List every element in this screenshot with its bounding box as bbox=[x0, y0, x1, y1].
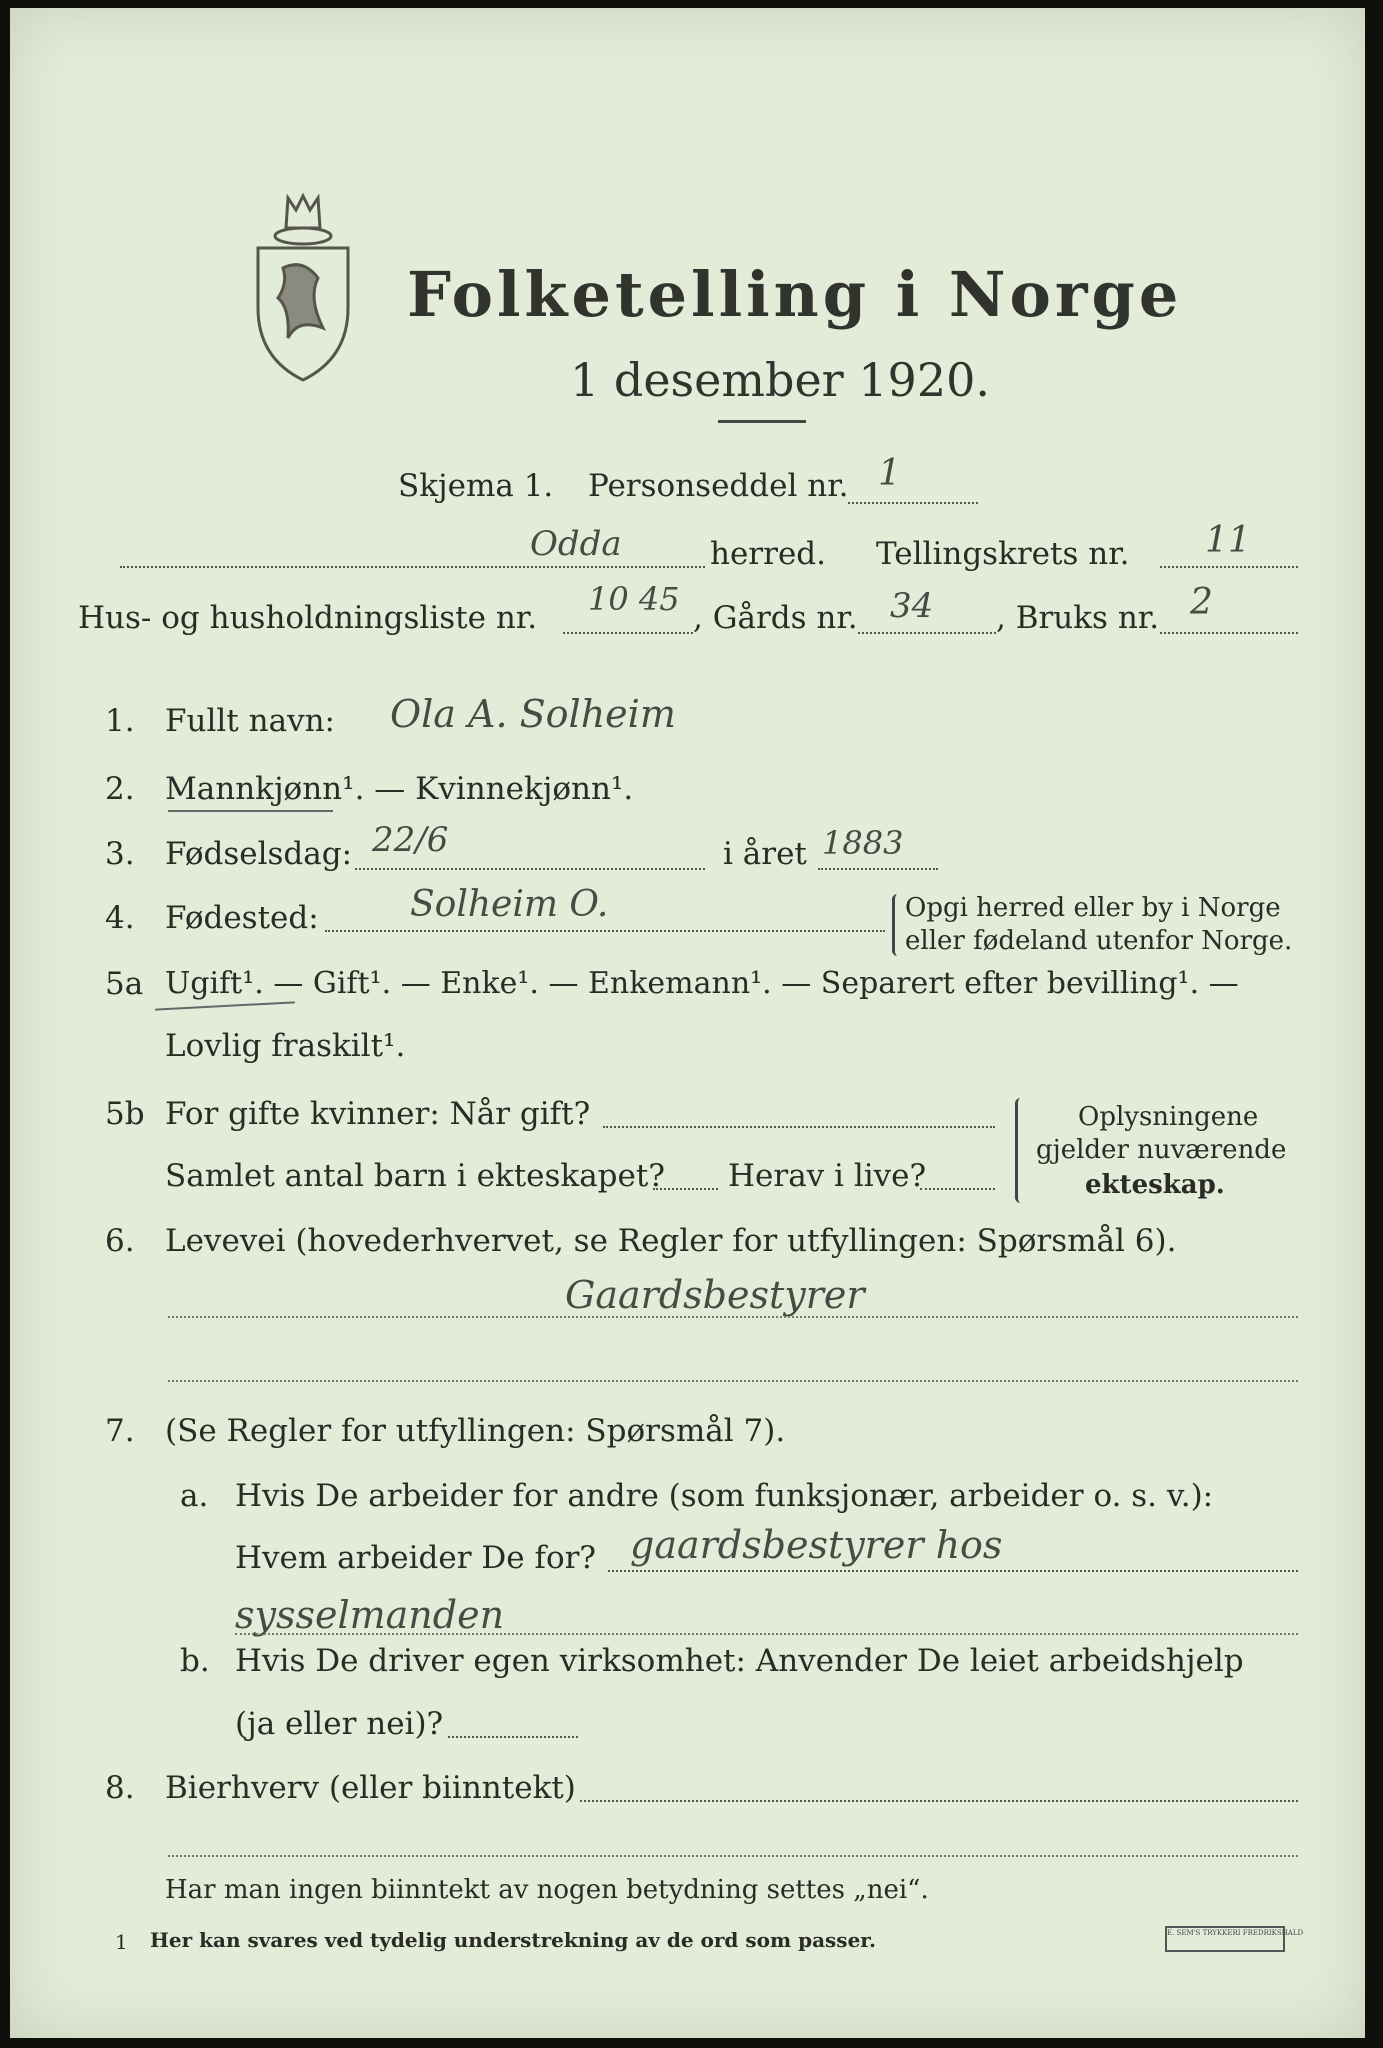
marriage-note-3: ekteskap. bbox=[1085, 1170, 1225, 1200]
tellingskrets-label: Tellingskrets nr. bbox=[876, 536, 1130, 572]
birthplace-line bbox=[325, 930, 885, 932]
husliste-label: Hus- og husholdningsliste nr. bbox=[78, 600, 538, 636]
marriage-note-brace bbox=[1015, 1098, 1026, 1203]
q7b-letter: b. bbox=[180, 1643, 210, 1679]
gards-value[interactable]: 34 bbox=[890, 586, 934, 626]
footnote-number: 1 bbox=[115, 1930, 128, 1954]
q5b-number: 5b bbox=[105, 1096, 145, 1132]
bruks-value[interactable]: 2 bbox=[1190, 582, 1213, 623]
husliste-value[interactable]: 10 45 bbox=[588, 580, 680, 618]
side-income-line bbox=[580, 1800, 1298, 1802]
q7b-line1: Hvis De driver egen virksomhet: Anvender De leiet arbeidshjelp bbox=[235, 1643, 1244, 1679]
hired-help-label: (ja eller nei)? bbox=[235, 1706, 444, 1742]
employer-label: Hvem arbeider De for? bbox=[235, 1540, 597, 1576]
birthplace-value[interactable]: Solheim O. bbox=[410, 884, 609, 925]
q4-number: 4. bbox=[105, 900, 135, 936]
q1-label: Fullt navn: bbox=[165, 703, 335, 739]
tellingskrets-line bbox=[1160, 566, 1298, 568]
q7-label: (Se Regler for utfyllingen: Spørsmål 7). bbox=[165, 1413, 786, 1449]
gards-label: , Gårds nr. bbox=[693, 600, 858, 636]
marriage-note-1: Oplysningene bbox=[1078, 1102, 1259, 1132]
census-date: 1 desember 1920. bbox=[570, 353, 990, 407]
q4-label: Fødested: bbox=[165, 900, 319, 936]
printer-stamp bbox=[1165, 1926, 1304, 1952]
side-income-label: Bierhverv (eller biinntekt) bbox=[165, 1770, 576, 1806]
q7a-letter: a. bbox=[180, 1478, 209, 1514]
husliste-line bbox=[563, 632, 693, 634]
children-alive-label: Herav i live? bbox=[728, 1158, 927, 1194]
employer-line-2 bbox=[235, 1633, 1298, 1635]
q3-label: Fødselsdag: bbox=[165, 836, 353, 872]
title-divider bbox=[718, 420, 806, 423]
employer-value-2[interactable]: sysselmanden bbox=[235, 1593, 505, 1637]
marital-underline bbox=[155, 1001, 295, 1010]
personseddel-value[interactable]: 1 bbox=[878, 453, 901, 494]
printer-stamp-text: E. SEM'S TRYKKERI FREDRIKSHALD bbox=[1167, 1929, 1304, 1937]
gards-line bbox=[858, 632, 996, 634]
birthday-value[interactable]: 22/6 bbox=[372, 820, 449, 860]
bruks-label: , Bruks nr. bbox=[996, 600, 1160, 636]
children-line bbox=[653, 1188, 718, 1190]
q8-number: 8. bbox=[105, 1770, 135, 1806]
married-when-label: For gifte kvinner: Når gift? bbox=[165, 1096, 591, 1132]
q1-number: 1. bbox=[105, 703, 135, 739]
children-alive-line bbox=[920, 1188, 995, 1190]
coat-of-arms-icon bbox=[248, 188, 358, 388]
footnote-text: Her kan svares ved tydelig understrekning av de ord som passer. bbox=[150, 1928, 876, 1952]
birthplace-note-1: Opgi herred eller by i Norge bbox=[905, 893, 1281, 923]
q2-number: 2. bbox=[105, 771, 135, 807]
occupation-line-2 bbox=[168, 1380, 1298, 1382]
birth-year-line bbox=[818, 868, 938, 870]
census-form bbox=[10, 8, 1365, 2038]
herred-value[interactable]: Odda bbox=[530, 524, 622, 564]
hired-help-line bbox=[448, 1736, 578, 1738]
q6-number: 6. bbox=[105, 1223, 135, 1259]
personseddel-label: Personseddel nr. bbox=[588, 468, 849, 504]
marital-status-options-2[interactable]: Lovlig fraskilt¹. bbox=[165, 1028, 406, 1064]
q5a-number: 5a bbox=[105, 966, 144, 1002]
married-when-line bbox=[603, 1126, 995, 1128]
tellingskrets-value[interactable]: 11 bbox=[1205, 520, 1251, 561]
marriage-note-2: gjelder nuværende bbox=[1036, 1135, 1287, 1165]
no-income-note: Har man ingen biinntekt av nogen betydning settes „nei“. bbox=[165, 1875, 929, 1905]
herred-line bbox=[120, 566, 705, 568]
children-label: Samlet antal barn i ekteskapet? bbox=[165, 1158, 665, 1194]
birth-year-label: i året bbox=[723, 836, 807, 872]
employer-line bbox=[608, 1570, 1298, 1572]
gender-underline bbox=[168, 810, 333, 812]
birth-year-value[interactable]: 1883 bbox=[822, 824, 904, 862]
employer-value-1[interactable]: gaardsbestyrer hos bbox=[630, 1523, 1003, 1567]
form-title: Folketelling i Norge bbox=[407, 258, 1183, 331]
birthday-line bbox=[355, 868, 705, 870]
skjema-label: Skjema 1. bbox=[398, 468, 554, 504]
side-income-line-2 bbox=[168, 1855, 1298, 1857]
q7-number: 7. bbox=[105, 1413, 135, 1449]
q3-number: 3. bbox=[105, 836, 135, 872]
personseddel-line bbox=[848, 502, 978, 504]
occupation-value[interactable]: Gaardsbestyrer bbox=[565, 1273, 865, 1317]
birthplace-note-brace bbox=[892, 894, 903, 956]
herred-label: herred. bbox=[710, 536, 826, 572]
occupation-line-1 bbox=[168, 1316, 1298, 1318]
q7a-line1: Hvis De arbeider for andre (som funksjonær, arbeider o. s. v.): bbox=[235, 1478, 1214, 1514]
occupation-label: Levevei (hovederhvervet, se Regler for utfyllingen: Spørsmål 6). bbox=[165, 1223, 1177, 1259]
full-name-value[interactable]: Ola A. Solheim bbox=[390, 692, 676, 736]
birthplace-note-2: eller fødeland utenfor Norge. bbox=[905, 926, 1293, 956]
bruks-line bbox=[1160, 632, 1298, 634]
marital-status-options[interactable]: Ugift¹. — Gift¹. — Enke¹. — Enkemann¹. — Separert efter bevilling¹. — bbox=[165, 966, 1239, 1001]
gender-options[interactable]: Mannkjønn¹. — Kvinnekjønn¹. bbox=[165, 771, 634, 807]
